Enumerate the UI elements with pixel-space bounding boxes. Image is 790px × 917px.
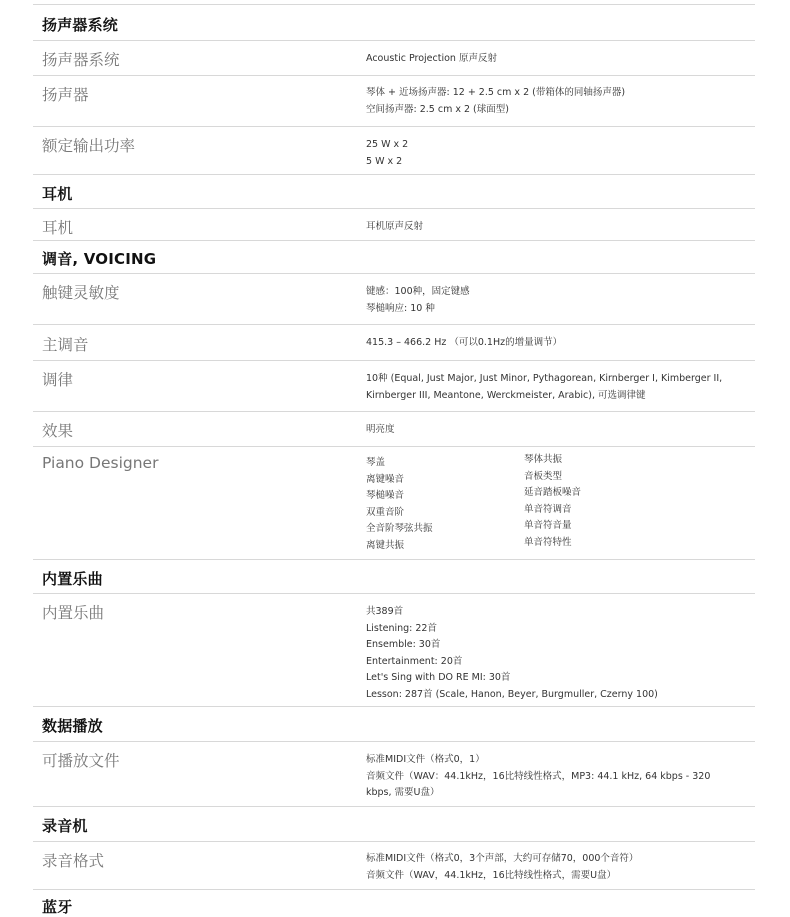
section-title-voicing: 调音, VOICING (42, 250, 157, 268)
spec-value-touch-sensitivity (366, 284, 470, 317)
spec-label-effects: 效果 (42, 422, 74, 440)
spec-line: 延音踏板噪音 (524, 487, 582, 498)
spec-line: 5 W x 2 (366, 155, 403, 167)
divider (33, 411, 755, 412)
spec-label-playable-files: 可播放文件 (42, 752, 120, 770)
divider (33, 559, 755, 560)
divider (33, 889, 755, 890)
spec-line: 琴槌噪音 (366, 490, 405, 501)
spec-line: 标准MIDI文件（格式0，1） (366, 754, 485, 765)
spec-line: 共389首 (366, 606, 404, 617)
spec-line: 音板类型 (524, 470, 563, 482)
spec-line: 琴体 + 近场扬声器: 12 + 2.5 cm x 2 (带箱体的同轴扬声器) (366, 87, 626, 98)
spec-line: 琴盖 (366, 457, 386, 468)
section-title-recorder: 录音机 (42, 817, 88, 835)
spec-label-rated-output: 额定输出功率 (42, 137, 136, 155)
spec-line: 琴体共振 (524, 454, 563, 465)
section-title-headphones: 耳机 (42, 185, 73, 203)
divider (33, 841, 755, 842)
spec-line: 双重音阶 (366, 506, 405, 518)
spec-line: Acoustic Projection 原声反射 (366, 53, 497, 64)
spec-label-recording-format: 录音格式 (42, 852, 105, 870)
spec-value-master-tuning (366, 335, 562, 352)
divider (33, 4, 755, 5)
spec-value-recording-format (366, 851, 638, 884)
spec-line: 音频文件（WAV，44.1kHz，16比特线性格式，需要U盘） (366, 869, 617, 881)
spec-line: 全音阶琴弦共振 (366, 523, 433, 534)
divider (33, 593, 755, 594)
spec-value-piano-designer-col1 (366, 455, 433, 554)
spec-line: 单音符特性 (524, 536, 572, 548)
spec-line: Entertainment: 20首 (366, 655, 463, 667)
divider (33, 324, 755, 325)
spec-line: 10种 (Equal, Just Major, Just Minor, Pythagorean, Kirnberger I, Kimberger II, (366, 373, 723, 384)
spec-value-built-in-songs (366, 604, 658, 703)
spec-line: Kirnberger III, Meantone, Werckmeister, Arabic), 可选调律键 (366, 389, 646, 401)
spec-value-rated-output (366, 137, 408, 170)
spec-label-master-tuning: 主调音 (42, 336, 89, 354)
divider (33, 240, 755, 241)
spec-line: 单音符音量 (524, 520, 572, 531)
spec-value-piano-designer-col2 (524, 452, 581, 551)
spec-line: 键感：100种，固定键感 (366, 286, 470, 297)
spec-line: 明亮度 (366, 424, 395, 435)
spec-line: 标准MIDI文件（格式0，3个声部，大约可存储70，000个音符） (366, 853, 639, 864)
spec-line: Lesson: 287首 (Scale, Hanon, Beyer, Burgmuller, Czerny 100) (366, 688, 658, 700)
spec-label-speakers: 扬声器 (42, 86, 89, 104)
spec-line: Listening: 22首 (366, 622, 437, 634)
divider (33, 75, 755, 76)
spec-line: 离键共振 (366, 539, 405, 551)
spec-line: 离键噪音 (366, 473, 405, 485)
divider (33, 741, 755, 742)
divider (33, 360, 755, 361)
spec-value-playable-files (366, 752, 710, 802)
divider (33, 40, 755, 41)
spec-line: 耳机原声反射 (366, 221, 424, 232)
spec-label-touch-sensitivity: 触键灵敏度 (42, 284, 120, 302)
spec-label-headphones: 耳机 (42, 219, 74, 237)
spec-value-speakers (366, 85, 625, 118)
section-title-playback: 数据播放 (42, 717, 103, 735)
spec-value-effects (366, 422, 395, 439)
section-title-speaker: 扬声器系统 (42, 16, 119, 34)
spec-line: Ensemble: 30首 (366, 639, 441, 650)
divider (33, 273, 755, 274)
spec-line: 空间扬声器: 2.5 cm x 2 (球面型) (366, 103, 509, 115)
spec-label-temperament: 调律 (42, 371, 74, 389)
spec-line: 25 W x 2 (366, 139, 409, 150)
divider (33, 174, 755, 175)
divider (33, 446, 755, 447)
spec-line: kbps, 需要U盘） (366, 787, 440, 798)
spec-label-piano-designer: Piano Designer (42, 454, 159, 472)
spec-line: Let's Sing with DO RE MI: 30首 (366, 672, 511, 683)
spec-line: 单音符调音 (524, 503, 572, 515)
spec-line: 415.3 – 466.2 Hz （可以0.1Hz的增量调节） (366, 337, 563, 348)
spec-value-temperament (366, 371, 722, 404)
spec-label-built-in-songs: 内置乐曲 (42, 604, 105, 622)
divider (33, 208, 755, 209)
spec-value-speaker-system (366, 51, 497, 68)
spec-line: 音频文件（WAV：44.1kHz，16比特线性格式，MP3: 44.1 kHz, 64 kbps - 320 (366, 770, 711, 782)
spec-label-speaker-system: 扬声器系统 (42, 51, 120, 69)
spec-line: 琴槌响应: 10 种 (366, 302, 435, 314)
divider (33, 706, 755, 707)
section-title-songs: 内置乐曲 (42, 570, 103, 588)
section-title-bluetooth: 蓝牙 (42, 898, 73, 916)
spec-value-headphones (366, 219, 423, 236)
divider (33, 126, 755, 127)
divider (33, 806, 755, 807)
